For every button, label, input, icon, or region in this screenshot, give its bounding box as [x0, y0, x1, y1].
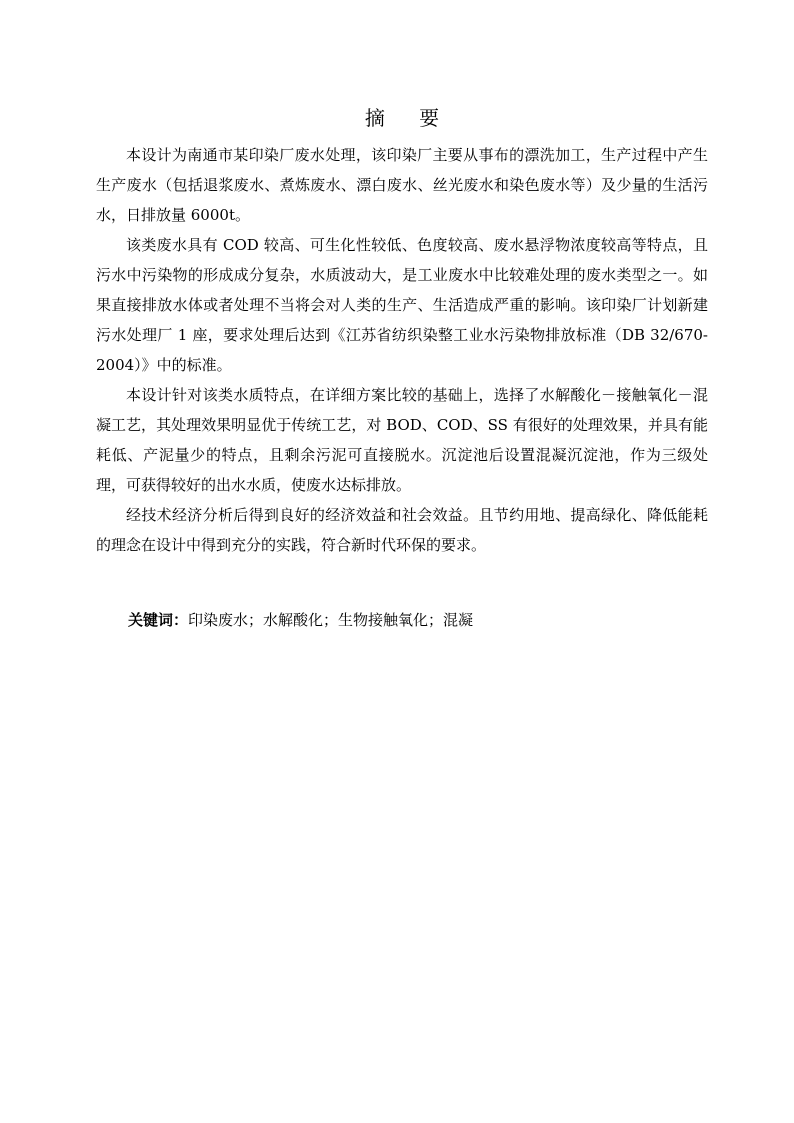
abstract-paragraph-1: 本设计为南通市某印染厂废水处理，该印染厂主要从事布的漂洗加工，生产过程中产生生产废水（包括退浆废水、煮炼废水、漂白废水、丝光废水和染色废水等）及少量的生活污水，日排放量 6000t。 [96, 146, 708, 224]
keywords-text: 印染废水；水解酸化；生物接触氧化；混凝 [188, 611, 474, 629]
keywords-line [128, 606, 688, 634]
abstract-body [96, 140, 708, 560]
abstract-paragraph-2: 该类废水具有 COD 较高、可生化性较低、色度较高、废水悬浮物浓度较高等特点，且污水中污染物的形成成分复杂，水质波动大，是工业废水中比较难处理的废水类型之一。如果直接排放水体或者处理不当将会对人类的生产、生活造成严重的影响。该印染厂计划新建污水处理厂 1 座，要求处理后达到《江苏省纺织染整工业水污染物排放标准（DB 32/670-2004）》中的标准。 [96, 236, 708, 374]
abstract-paragraph-4: 经技术经济分析后得到良好的经济效益和社会效益。且节约用地、提高绿化、降低能耗的理念在设计中得到充分的实践，符合新时代环保的要求。 [96, 506, 708, 554]
keywords-label: 关键词： [128, 611, 189, 629]
abstract-paragraph-3: 本设计针对该类水质特点，在详细方案比较的基础上，选择了水解酸化－接触氧化－混凝工艺，其处理效果明显优于传统工艺，对 BOD、COD、SS 有很好的处理效果，并具有能耗低、产泥量少的特点，且剩余污泥可直接脱水。沉淀池后设置混凝沉淀池，作为三级处理，可获得较好的出水水质，使废水达标排放。 [96, 386, 708, 494]
abstract-title: 摘 要 [364, 106, 454, 130]
document-page [96, 0, 708, 1123]
